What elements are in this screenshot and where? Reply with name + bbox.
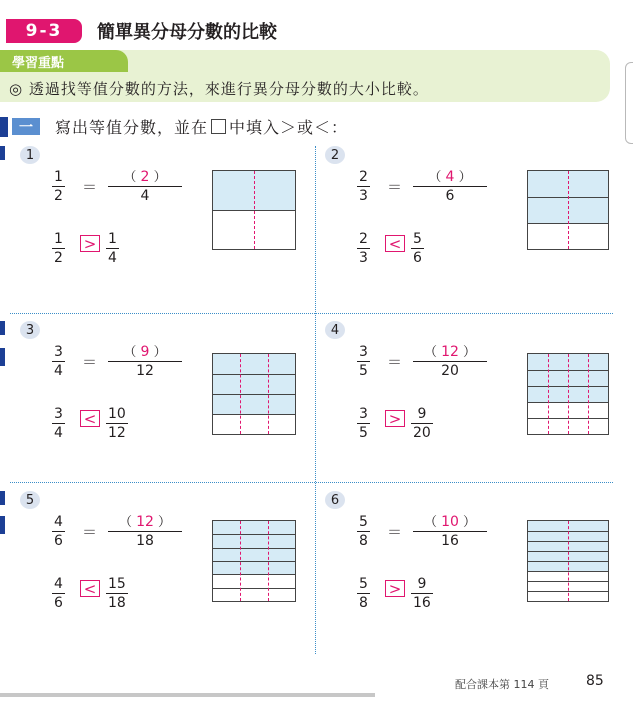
grid-column-line (568, 171, 569, 249)
grid-row-line (213, 548, 295, 549)
equivalent-fraction (413, 345, 487, 378)
fraction-left-denominator: 8 (359, 533, 368, 549)
compare-left-denominator: 3 (359, 250, 368, 266)
fraction-left-denominator: 4 (54, 363, 63, 379)
compare-right (411, 407, 433, 440)
fraction-grid (527, 170, 609, 250)
grid-row-line (213, 374, 295, 375)
fraction-left (52, 170, 65, 203)
equals-sign: ＝ (387, 353, 403, 371)
equivalent-denominator: 6 (413, 186, 487, 203)
equivalent-numerator: 9 (140, 344, 150, 360)
section-badge: 9-3 (6, 19, 82, 43)
fraction-grid (527, 520, 609, 602)
grid-row-line (213, 561, 295, 562)
compare-left (52, 407, 65, 440)
grid-row-line (213, 574, 295, 575)
equals-sign: ＝ (82, 353, 98, 371)
fraction-grid (212, 170, 296, 250)
edge-mark (0, 348, 5, 366)
paren-close-icon: ） (458, 345, 477, 360)
fraction-left-denominator: 2 (54, 188, 63, 204)
compare-right-numerator: 9 (417, 406, 427, 422)
equivalent-numerator-row (426, 170, 473, 186)
paren-open-icon: （ (118, 515, 137, 530)
compare-left (52, 232, 65, 265)
compare-left-numerator: 2 (359, 231, 368, 247)
compare-right-denominator: 18 (108, 595, 126, 611)
fraction-left-numerator: 3 (54, 344, 63, 360)
compare-left-numerator: 5 (359, 576, 368, 592)
problem-number: 2 (325, 146, 345, 164)
equivalent-fraction (108, 170, 182, 203)
paren-close-icon: ） (454, 170, 472, 185)
fraction-left (357, 170, 370, 203)
compare-right-numerator: 1 (108, 231, 117, 247)
grid-column-line (548, 354, 549, 434)
fraction-left-numerator: 1 (54, 169, 63, 185)
paren-open-icon: （ (123, 345, 141, 360)
problem-number: 3 (20, 321, 40, 339)
grid-column-line (240, 521, 241, 601)
compare-left-denominator: 6 (54, 595, 63, 611)
equivalent-numerator-row (422, 515, 478, 531)
instruction-bar (0, 117, 8, 137)
instruction-text-before: 寫出等值分數，並在 (55, 118, 209, 137)
grid-row-line (213, 414, 295, 415)
equals-sign: ＝ (387, 178, 403, 196)
compare-right-numerator: 5 (413, 231, 422, 247)
compare-right (106, 407, 128, 440)
fraction-left (52, 515, 65, 548)
grid-column-line (588, 354, 589, 434)
compare-left (357, 577, 370, 610)
compare-left-denominator: 5 (359, 425, 368, 441)
equals-sign: ＝ (82, 523, 98, 541)
page-number: 85 (586, 673, 604, 689)
grid-column-line (240, 354, 241, 434)
fraction-left-numerator: 3 (359, 344, 368, 360)
fraction-left-denominator: 6 (54, 533, 63, 549)
compare-left-denominator: 4 (54, 425, 63, 441)
edge-mark (0, 146, 5, 160)
equivalent-numerator-row (422, 345, 478, 361)
compare-right-numerator: 15 (108, 576, 126, 592)
compare-left-numerator: 3 (359, 406, 368, 422)
comparison-box: > (385, 410, 405, 427)
compare-left-numerator: 1 (54, 231, 63, 247)
equivalent-denominator: 16 (413, 531, 487, 548)
grid-row-line (213, 394, 295, 395)
equivalent-numerator: 10 (441, 514, 459, 530)
textbook-reference: 配合課本第 114 頁 (455, 678, 549, 691)
equivalent-denominator: 20 (413, 361, 487, 378)
equivalent-fraction (108, 515, 182, 548)
equivalent-fraction (413, 515, 487, 548)
key-point-label: 學習重點 (0, 50, 128, 72)
compare-left (357, 232, 370, 265)
equivalent-fraction (413, 170, 487, 203)
fraction-left (52, 345, 65, 378)
fraction-left-denominator: 5 (359, 363, 368, 379)
problem-number: 5 (20, 491, 40, 509)
compare-left-denominator: 2 (54, 250, 63, 266)
instruction-text-after: 中填入＞或＜： (229, 118, 349, 137)
grid-column-line (268, 354, 269, 434)
fraction-grid (212, 520, 296, 602)
fraction-left-denominator: 3 (359, 188, 368, 204)
compare-right (106, 577, 128, 610)
grid-column-line (568, 521, 569, 601)
compare-left (52, 577, 65, 610)
comparison-box: < (80, 580, 100, 597)
compare-right (411, 577, 433, 610)
fraction-grid (527, 353, 609, 435)
compare-right-denominator: 12 (108, 425, 126, 441)
equivalent-numerator-row (117, 515, 173, 531)
paren-open-icon: （ (428, 170, 446, 185)
compare-left-numerator: 4 (54, 576, 63, 592)
compare-left-denominator: 8 (359, 595, 368, 611)
paren-close-icon: ） (149, 170, 167, 185)
grid-column-line (568, 354, 569, 434)
paren-close-icon: ） (149, 345, 167, 360)
compare-left (357, 407, 370, 440)
equivalent-denominator: 12 (108, 361, 182, 378)
edge-mark (0, 516, 5, 534)
equivalent-numerator: 2 (140, 169, 150, 185)
grid-row-line (213, 534, 295, 535)
problem-number: 1 (20, 146, 40, 164)
fraction-left (357, 515, 370, 548)
equivalent-fraction (108, 345, 182, 378)
compare-right (106, 232, 119, 265)
grid-row-line (213, 588, 295, 589)
comparison-box: > (385, 580, 405, 597)
grid-column-line (268, 521, 269, 601)
equals-sign: ＝ (82, 178, 98, 196)
fraction-left-numerator: 5 (359, 514, 368, 530)
column-divider (315, 146, 316, 654)
grid-column-line (254, 171, 255, 249)
paren-open-icon: （ (423, 515, 442, 530)
equals-sign: ＝ (387, 523, 403, 541)
row-divider (10, 313, 613, 314)
comparison-box: < (385, 235, 405, 252)
fraction-grid (212, 353, 296, 435)
equivalent-numerator-row (121, 345, 168, 361)
paren-close-icon: ） (153, 515, 172, 530)
edge-mark (0, 491, 5, 505)
paren-open-icon: （ (123, 170, 141, 185)
equivalent-numerator-row (121, 170, 168, 186)
row-divider (10, 482, 613, 483)
compare-right-denominator: 20 (413, 425, 431, 441)
comparison-box: < (80, 410, 100, 427)
equivalent-numerator: 4 (445, 169, 455, 185)
equivalent-numerator: 12 (441, 344, 459, 360)
compare-right (411, 232, 424, 265)
problem-number: 6 (325, 491, 345, 509)
section-title: 簡單異分母分數的比較 (97, 22, 277, 43)
side-tab (625, 62, 633, 144)
answer-box-icon (211, 119, 226, 134)
equivalent-denominator: 18 (108, 531, 182, 548)
compare-left-numerator: 3 (54, 406, 63, 422)
comparison-box: > (80, 235, 100, 252)
key-point-text: ◎ 透過找等值分數的方法，來進行異分母分數的大小比較。 (9, 80, 429, 98)
edge-mark (0, 321, 5, 335)
compare-right-denominator: 6 (413, 250, 422, 266)
shaded-area (213, 354, 295, 414)
fraction-left-numerator: 2 (359, 169, 368, 185)
paren-open-icon: （ (423, 345, 442, 360)
equivalent-numerator: 12 (136, 514, 154, 530)
compare-right-numerator: 10 (108, 406, 126, 422)
compare-right-denominator: 16 (413, 595, 431, 611)
compare-right-denominator: 4 (108, 250, 117, 266)
problem-number: 4 (325, 321, 345, 339)
equivalent-denominator: 4 (108, 186, 182, 203)
instruction-number: 一 (12, 118, 40, 135)
instruction-text (55, 115, 348, 138)
compare-right-numerator: 9 (417, 576, 427, 592)
fraction-left (357, 345, 370, 378)
paren-close-icon: ） (458, 515, 477, 530)
fraction-left-numerator: 4 (54, 514, 63, 530)
bottom-bar (0, 693, 375, 697)
